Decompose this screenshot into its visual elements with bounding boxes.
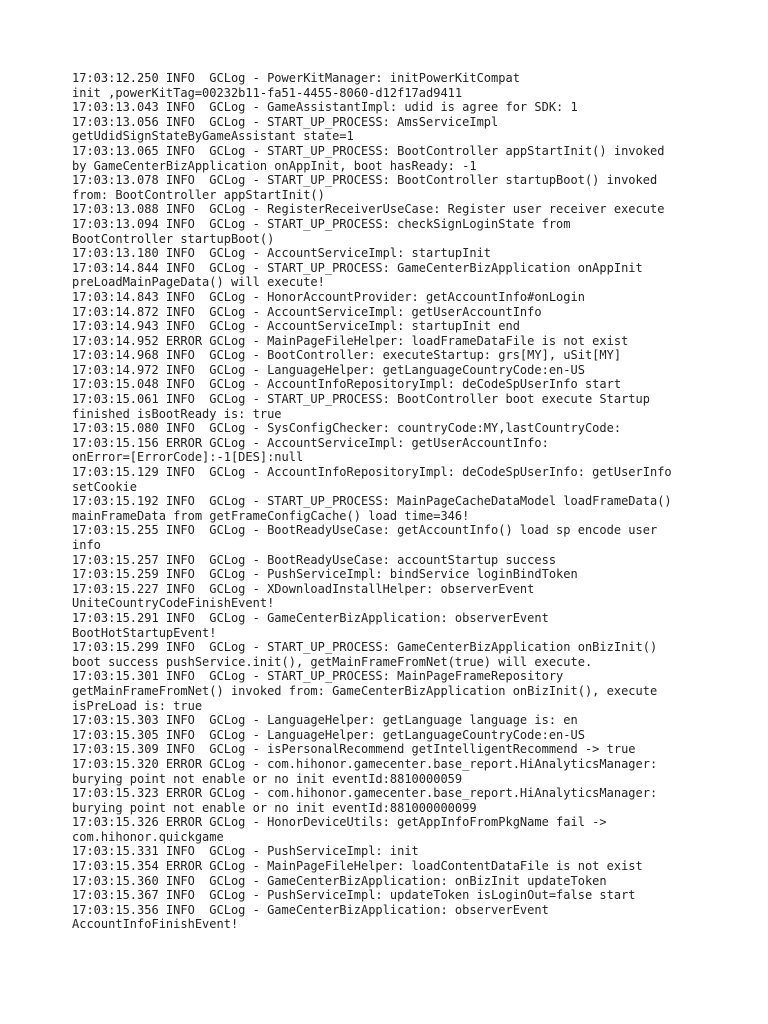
log-line: init ,powerKitTag=00232b11-fa51-4455-8060-d12f17ad9411	[72, 85, 463, 100]
log-line: 17:03:15.156 ERROR GCLog - AccountServiceImpl: getUserAccountInfo:	[72, 435, 549, 450]
log-line: 17:03:15.192 INFO GCLog - START_UP_PROCESS: MainPageCacheDataModel loadFrameData()	[72, 494, 672, 509]
log-line: BootController startupBoot()	[72, 231, 275, 246]
log-line: 17:03:15.080 INFO GCLog - SysConfigChecker: countryCode:MY,lastCountryCode:	[72, 421, 622, 436]
log-line: 17:03:15.309 INFO GCLog - isPersonalRecommend getIntelligentRecommend -> true	[72, 742, 636, 757]
log-line: 17:03:14.844 INFO GCLog - START_UP_PROCESS: GameCenterBizApplication onAppInit	[72, 260, 643, 275]
log-line: 17:03:13.088 INFO GCLog - RegisterReceiverUseCase: Register user receiver execute	[72, 202, 665, 217]
log-line: AccountInfoFinishEvent!	[72, 917, 239, 932]
log-line: 17:03:15.323 ERROR GCLog - com.hihonor.gamecenter.base_report.HiAnalyticsManager:	[72, 786, 658, 801]
log-line: preLoadMainPageData() will execute!	[72, 275, 325, 290]
log-line: 17:03:14.943 INFO GCLog - AccountServiceImpl: startupInit end	[72, 319, 520, 334]
log-line: 17:03:15.326 ERROR GCLog - HonorDeviceUtils: getAppInfoFromPkgName fail ->	[72, 815, 607, 830]
log-line: 17:03:15.360 INFO GCLog - GameCenterBizApplication: onBizInit updateToken	[72, 873, 607, 888]
log-line: 17:03:13.078 INFO GCLog - START_UP_PROCESS: BootController startupBoot() invoked	[72, 173, 658, 188]
log-line: getUdidSignStateByGameAssistant state=1	[72, 129, 354, 144]
log-line: from: BootController appStartInit()	[72, 187, 325, 202]
log-line: 17:03:15.255 INFO GCLog - BootReadyUseCase: getAccountInfo() load sp encode user	[72, 523, 658, 538]
log-line: getMainFrameFromNet() invoked from: GameCenterBizApplication onBizInit(), execute	[72, 683, 658, 698]
log-line: 17:03:14.972 INFO GCLog - LanguageHelper: getLanguageCountryCode:en-US	[72, 362, 585, 377]
log-line: 17:03:15.129 INFO GCLog - AccountInfoRepositoryImpl: deCodeSpUserInfo: getUserInfo	[72, 465, 672, 480]
log-line: 17:03:15.367 INFO GCLog - PushServiceImpl: updateToken isLoginOut=false start	[72, 888, 636, 903]
log-line: 17:03:15.299 INFO GCLog - START_UP_PROCESS: GameCenterBizApplication onBizInit()	[72, 640, 658, 655]
log-line: 17:03:14.872 INFO GCLog - AccountServiceImpl: getUserAccountInfo	[72, 304, 542, 319]
log-line: 17:03:14.952 ERROR GCLog - MainPageFileHelper: loadFrameDataFile is not exist	[72, 333, 629, 348]
log-line: 17:03:15.257 INFO GCLog - BootReadyUseCase: accountStartup success	[72, 552, 557, 567]
log-line: 17:03:15.303 INFO GCLog - LanguageHelper: getLanguage language is: en	[72, 713, 578, 728]
log-line: 17:03:15.356 INFO GCLog - GameCenterBizApplication: observerEvent	[72, 902, 549, 917]
log-line: setCookie	[72, 479, 138, 494]
log-line: burying point not enable or no init eventId:881000000099	[72, 800, 477, 815]
log-line: 17:03:15.354 ERROR GCLog - MainPageFileHelper: loadContentDataFile is not exist	[72, 859, 643, 874]
log-line: 17:03:13.065 INFO GCLog - START_UP_PROCESS: BootController appStartInit() invoked	[72, 143, 665, 158]
log-line: UniteCountryCodeFinishEvent!	[72, 596, 275, 611]
log-line: 17:03:15.291 INFO GCLog - GameCenterBizApplication: observerEvent	[72, 610, 549, 625]
log-text-block	[72, 71, 712, 932]
log-line: 17:03:12.250 INFO GCLog - PowerKitManager: initPowerKitCompat	[72, 71, 520, 85]
log-line: 17:03:15.227 INFO GCLog - XDownloadInstallHelper: observerEvent	[72, 581, 535, 596]
log-line: 17:03:13.094 INFO GCLog - START_UP_PROCESS: checkSignLoginState from	[72, 216, 571, 231]
log-line: 17:03:13.180 INFO GCLog - AccountServiceImpl: startupInit	[72, 246, 492, 261]
log-line: 17:03:15.331 INFO GCLog - PushServiceImpl: init	[72, 844, 419, 859]
log-line: info	[72, 538, 101, 552]
log-line: 17:03:15.048 INFO GCLog - AccountInfoRepositoryImpl: deCodeSpUserInfo start	[72, 377, 622, 392]
log-line: by GameCenterBizApplication onAppInit, boot hasReady: -1	[72, 158, 477, 173]
log-line: burying point not enable or no init eventId:8810000059	[72, 771, 463, 786]
log-line: 17:03:15.259 INFO GCLog - PushServiceImpl: bindService loginBindToken	[72, 567, 578, 582]
log-line: 17:03:15.301 INFO GCLog - START_UP_PROCESS: MainPageFrameRepository	[72, 669, 564, 684]
log-line: onError=[ErrorCode]:-1[DES]:null	[72, 450, 304, 465]
log-line: boot success pushService.init(), getMainFrameFromNet(true) will execute.	[72, 654, 593, 669]
log-line: BootHotStartupEvent!	[72, 625, 217, 640]
log-line: 17:03:15.305 INFO GCLog - LanguageHelper: getLanguageCountryCode:en-US	[72, 727, 585, 742]
log-line: 17:03:13.056 INFO GCLog - START_UP_PROCESS: AmsServiceImpl	[72, 114, 499, 129]
log-line: 17:03:15.061 INFO GCLog - START_UP_PROCESS: BootController boot execute Startup	[72, 392, 650, 407]
log-line: 17:03:15.320 ERROR GCLog - com.hihonor.gamecenter.base_report.HiAnalyticsManager:	[72, 756, 658, 771]
log-line: mainFrameData from getFrameConfigCache() load time=346!	[72, 508, 470, 523]
log-line: 17:03:13.043 INFO GCLog - GameAssistantImpl: udid is agree for SDK: 1	[72, 100, 578, 115]
log-line: 17:03:14.843 INFO GCLog - HonorAccountProvider: getAccountInfo#onLogin	[72, 289, 585, 304]
log-line: isPreLoad is: true	[72, 698, 203, 713]
log-line: com.hihonor.quickgame	[72, 829, 224, 844]
log-line: finished isBootReady is: true	[72, 406, 282, 421]
log-line: 17:03:14.968 INFO GCLog - BootController: executeStartup: grs[MY], uSit[MY]	[72, 348, 622, 363]
